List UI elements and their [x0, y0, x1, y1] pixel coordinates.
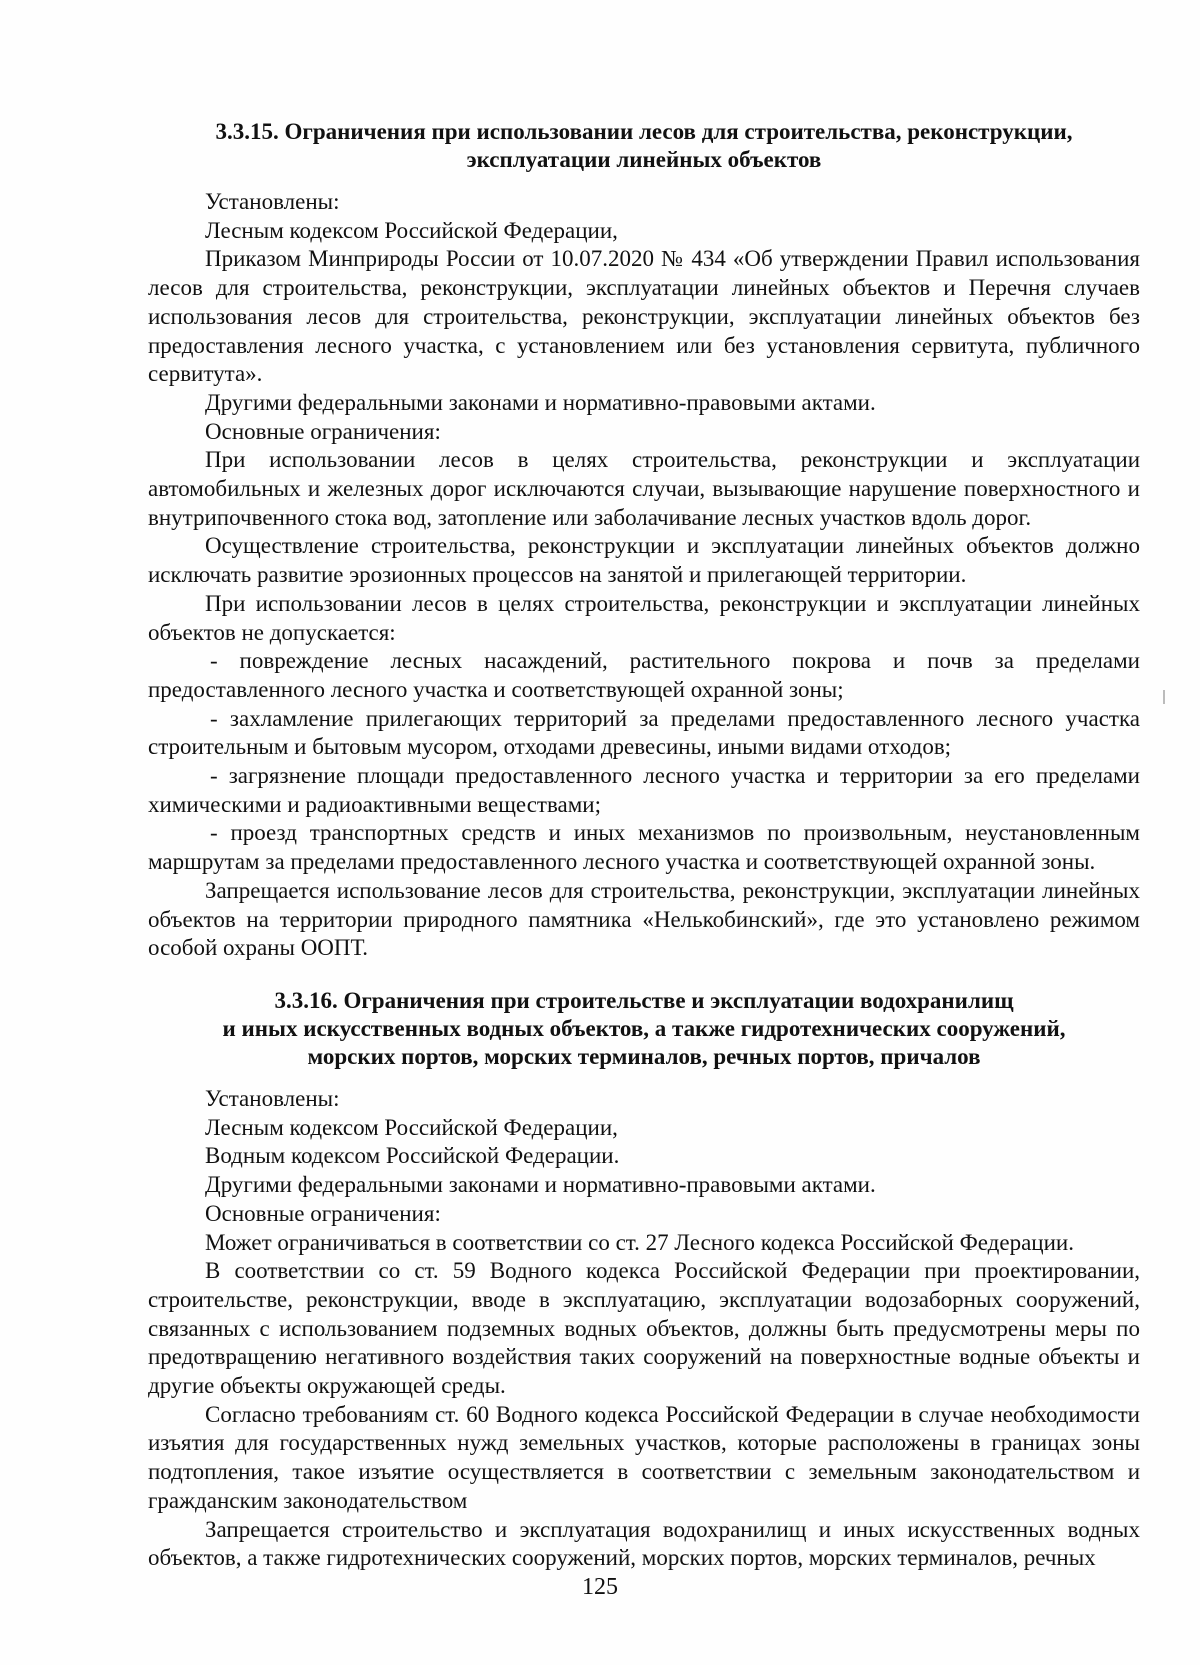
section-3-3-15-heading: [148, 118, 1140, 174]
heading-line: 3.3.16. Ограничения при строительстве и эксплуатации водохранилищ: [274, 987, 1014, 1013]
heading-line: 3.3.15. Ограничения при использовании лесов для строительства, реконструкции,: [215, 119, 1073, 144]
paragraph-not-allowed: При использовании лесов в целях строительства, реконструкции и эксплуатации линейных объектов не допускается:: [148, 590, 1140, 645]
scan-artifact: [1163, 690, 1165, 704]
page-content: [148, 118, 1140, 1573]
list-item-littering: - захламление прилегающих территорий за пределами предоставленного лесного участка строительным и бытовым мусором, отходами древесины, иными видами отходов;: [148, 705, 1140, 760]
paragraph-roads: При использовании лесов в целях строительства, реконструкции и эксплуатации автомобильных и железных дорог исключаются случаи, вызывающие нарушение поверхностного и внутрипочвенного стока вод, затопление или заболачивание лесных участков вдоль дорог.: [148, 447, 1140, 530]
heading-line: морских портов, морских терминалов, речных портов, причалов: [307, 1043, 981, 1069]
paragraph-established: Установлены:: [205, 1085, 340, 1111]
paragraph-order-434: Приказом Минприроды России от 10.07.2020 № 434 «Об утверждении Правил использования лесов для строительства, реконструкции, эксплуатации линейных объектов и Перечня случаев использования лесов для строительства, реконструкции, эксплуатации линейных объектов без предоставления лесного участка, с установлением или без установления сервитута, публичного сервитута».: [148, 246, 1140, 387]
paragraph-established: Установлены:: [205, 189, 340, 214]
paragraph-prohibited-reservoirs: Запрещается строительство и эксплуатация водохранилищ и иных искусственных водных объектов, а также гидротехнических сооружений, морских портов, морских терминалов, речных: [148, 1516, 1140, 1571]
paragraph-other-laws: Другими федеральными законами и нормативно-правовыми актами.: [205, 1172, 876, 1198]
heading-line: и иных искусственных водных объектов, а также гидротехнических сооружений,: [222, 1015, 1066, 1041]
list-item-pollution: - загрязнение площади предоставленного лесного участка и территории за его пределами химическими и радиоактивными веществами;: [148, 763, 1140, 817]
page-number: 125: [582, 1574, 618, 1600]
paragraph-erosion: Осуществление строительства, реконструкции и эксплуатации линейных объектов должно исключать развитие эрозионных процессов на занятой и прилегающей территории.: [148, 533, 1140, 588]
paragraph-forest-code: Лесным кодексом Российской Федерации,: [205, 217, 618, 243]
list-item-damage: - повреждение лесных насаждений, растительного покрова и почв за пределами предоставленного лесного участка и соответствующей охранной зоны;: [148, 648, 1140, 702]
paragraph-other-laws: Другими федеральными законами и нормативно-правовыми актами.: [205, 389, 876, 415]
paragraph-article-59: В соответствии со ст. 59 Водного кодекса Российской Федерации при проектировании, строительстве, реконструкции, вводе в эксплуатацию, эксплуатации водозаборных сооружений, связанных с использованием подземных водных объектов, должны быть предусмотрены меры по предотвращению негативного воздействия таких сооружений на поверхностные водные объекты и другие объекты окружающей среды.: [148, 1258, 1140, 1399]
section-3-3-16-heading: [148, 987, 1140, 1071]
paragraph-main-restrictions: Основные ограничения:: [205, 418, 441, 444]
paragraph-main-restrictions: Основные ограничения:: [205, 1200, 441, 1226]
paragraph-article-60: Согласно требованиям ст. 60 Водного кодекса Российской Федерации в случае необходимости изъятия для государственных нужд земельных участков, которые расположены в границах зоны подтопления, такое изъятие осуществляется в соответствии с земельным законодательством и гражданским законодательством: [148, 1401, 1140, 1513]
paragraph-water-code: Водным кодексом Российской Федерации.: [205, 1143, 620, 1169]
paragraph-prohibited-nelkobinsky: Запрещается использование лесов для строительства, реконструкции, эксплуатации линейных объектов на территории природного памятника «Нелькобинский», где это установлено режимом особой охраны ООПТ.: [148, 877, 1140, 961]
heading-line: эксплуатации линейных объектов: [466, 147, 822, 172]
list-item-vehicles: - проезд транспортных средств и иных механизмов по произвольным, неустановленным маршрутам за пределами предоставленного лесного участка и соответствующей охранной зоны.: [148, 820, 1140, 875]
paragraph-forest-code: Лесным кодексом Российской Федерации,: [205, 1114, 618, 1140]
paragraph-article-27: Может ограничиваться в соответствии со ст. 27 Лесного кодекса Российской Федерации.: [205, 1229, 1074, 1255]
